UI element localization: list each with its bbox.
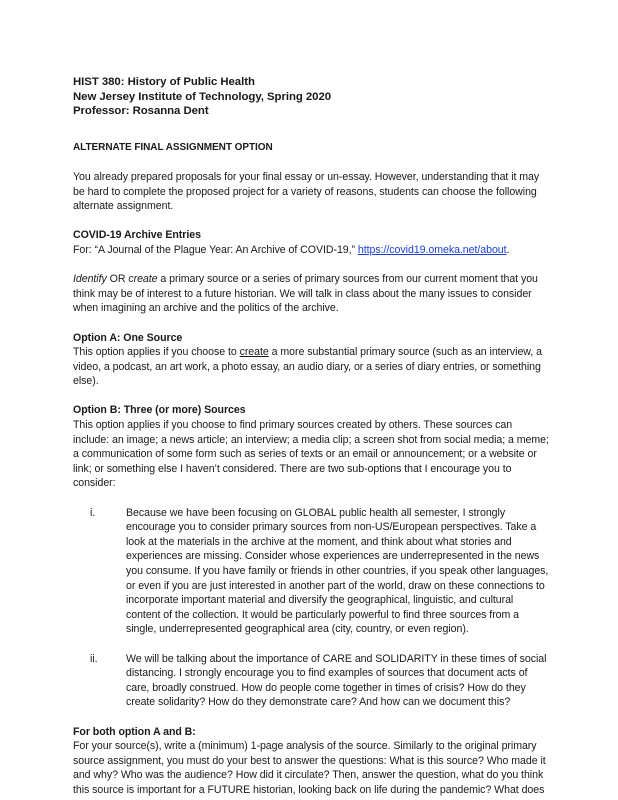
list-number: i. (90, 506, 96, 519)
covid-heading: COVID-19 Archive Entries (73, 229, 201, 242)
covid-for-line (73, 243, 549, 258)
option-b-heading: Option B: Three (or more) Sources (73, 404, 246, 417)
list-item (73, 652, 549, 710)
both-options-body: For your source(s), write a (minimum) 1-page analysis of the source. Similarly to the original primary source assignment, you must do your best to answer the questions: What is this source? Who made it and why? Who was the audience? How did it circulate? Then, answer the question, what do you think this source is important for a FUTURE historian, looking back on life during the pandemic? What does (73, 740, 546, 796)
both-options-heading: For both option A and B: (73, 725, 196, 738)
or-word: OR (106, 273, 129, 286)
page-title: ALTERNATE FINAL ASSIGNMENT OPTION (73, 141, 273, 153)
list-item (73, 506, 549, 637)
institution: New Jersey Institute of Technology, Spring 2020 (73, 90, 332, 103)
option-b-body: This option applies if you choose to find primary sources created by others. These sources can include: an image; a news article; an interview; a media clip; a screen shot from social media; a meme; a communication of some form such as series of texts or an email or announcement; or a website or link; or something else I haven’t considered. There are two sub-options that I encourage you to consider: (73, 419, 549, 490)
professor: Professor: Rosanna Dent (73, 105, 209, 118)
create-word: create (128, 273, 158, 286)
for-suffix: . (506, 243, 510, 256)
option-a-body (73, 345, 549, 389)
for-prefix: For: “A Journal of the Plague Year: An Archive of COVID-19,” (73, 243, 358, 256)
course-title: HIST 380: History of Public Health (73, 76, 255, 88)
document-page (73, 75, 549, 798)
option-a-post: a more substantial primary source (such as an interview, a video, a podcast, an art work, a photo essay, an audio diary, or a series of diary entries, or something else). (73, 346, 542, 388)
list-number: ii. (90, 652, 98, 665)
option-a-heading: Option A: One Source (73, 331, 183, 344)
identify-body: a primary source or a series of primary sources from our current moment that you think may be of interest to a future historian. We will talk in class about the many issues to consider when imagining an archive and the politics of the archive. (73, 273, 538, 315)
option-a-underlined: create (239, 346, 269, 359)
list-text: Because we have been focusing on GLOBAL public health all semester, I strongly encourage you to consider primary sources from non-US/European perspectives. Take a look at the materials in the archive at the moment, and think about what stories and experiences are missing. Consider whose experiences are underrepresented in the news you consume. If you have family or friends in other countries, if you speak other languages, or even if you are just interested in another part of the world, draw on these connections to incorporate important material and diversify the geographical, linguistic, and cultural content of the collection. It would be particularly powerful to find three sources from a single, underrepresented geographical area (city, country, or even region). (126, 506, 549, 636)
option-a-pre: This option applies if you choose to (73, 346, 240, 359)
identify-word: Identify (73, 273, 107, 286)
identify-paragraph (73, 272, 549, 316)
list-text: We will be talking about the importance of CARE and SOLIDARITY in these times of social distancing. I strongly encourage you to find examples of sources that document acts of care, broadly construed. How do people come together in times of crisis? How do they create solidarity? How do they demonstrate care? And how can we document this? (126, 652, 547, 709)
intro-paragraph: You already prepared proposals for your final essay or un-essay. However, understanding that it may be hard to complete the proposed project for a variety of reasons, students can choose the following alternate assignment. (73, 170, 540, 213)
archive-link[interactable]: https://covid19.omeka.net/about (357, 243, 507, 256)
